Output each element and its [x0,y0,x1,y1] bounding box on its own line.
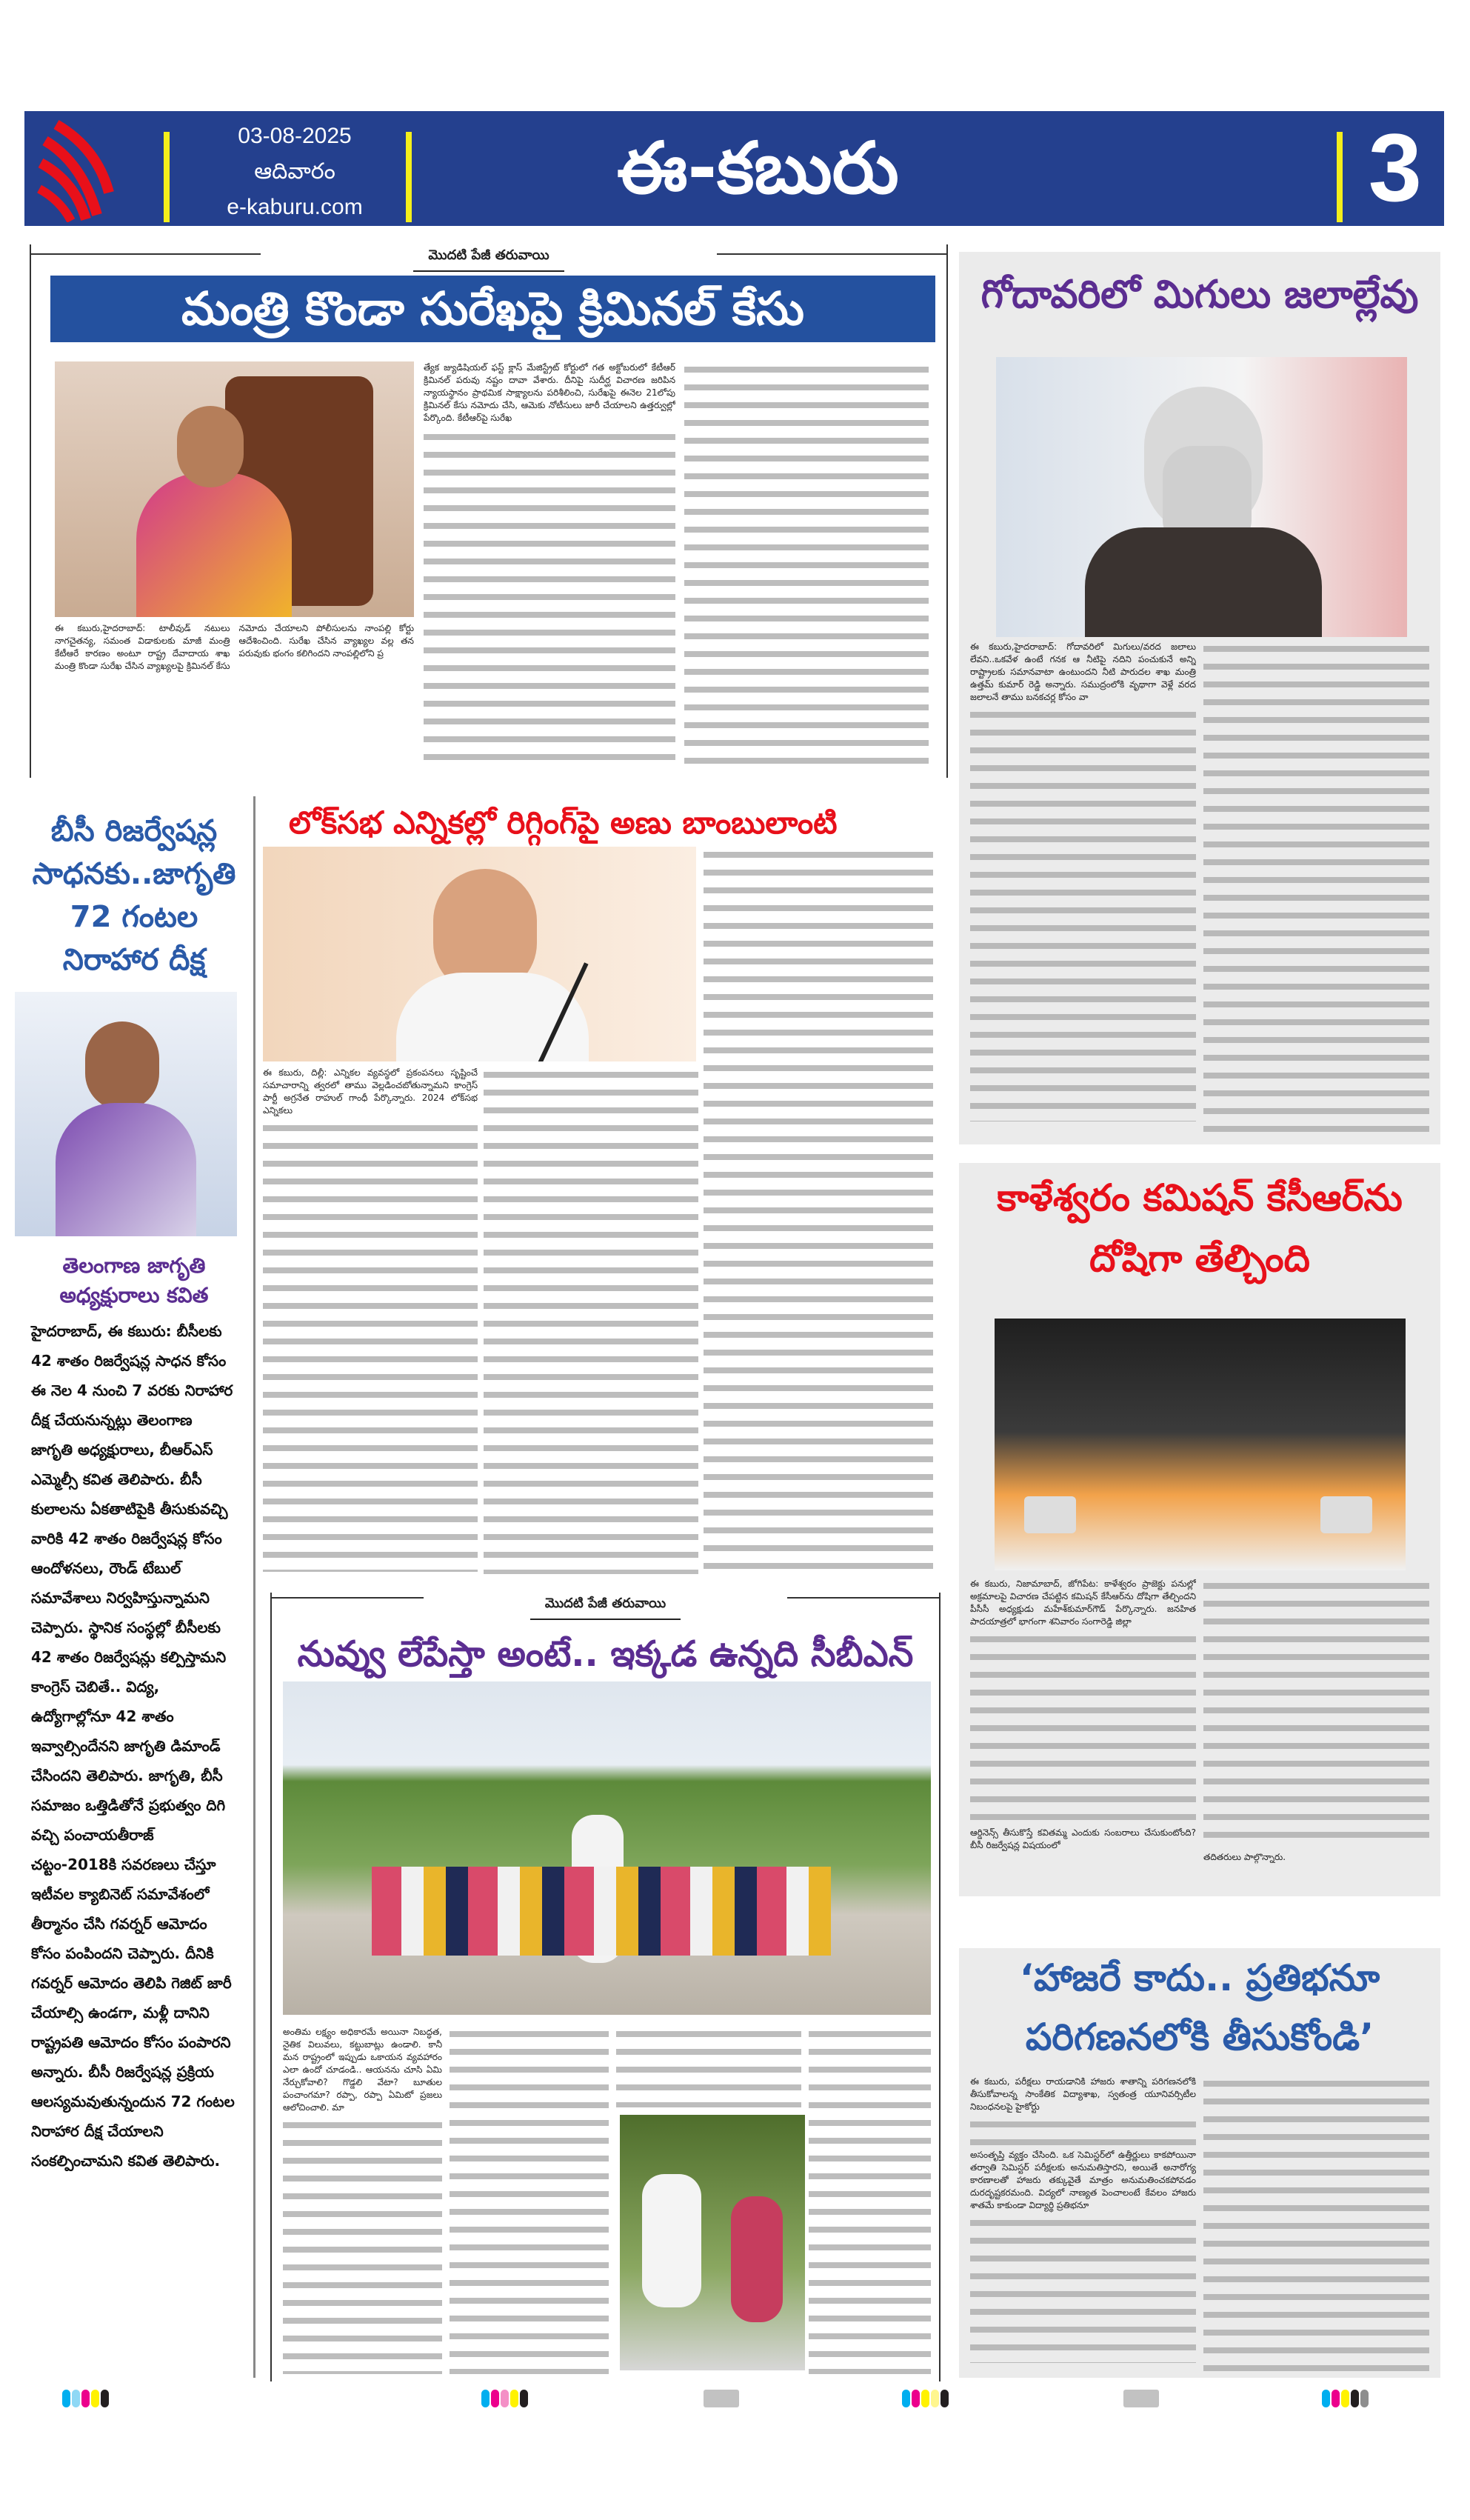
text-columns [809,2026,931,2374]
text-columns [970,707,1196,1121]
photo-rahul-gandhi [263,847,696,1061]
article-bc-reservations [15,796,255,2378]
headline: కాళేశ్వరం కమిషన్ కేసీఆర్‌ను దోషిగా తేల్చింది [997,1176,1403,1280]
photo-konda-surekha [55,361,414,617]
gray-registration-box [1123,2390,1159,2407]
page-number: 3 [1368,113,1422,221]
headline: నువ్వు లేపేస్తా అంటే.. ఇక్కడ ఉన్నది సీబీఎన్ [297,1633,914,1675]
article-tail: తదితరులు పాల్గొన్నారు. [1203,1852,1286,1862]
text-columns [424,429,675,770]
article-body: హైదరాబాద్, ఈ కబురు: బీసీలకు 42 శాతం రిజర్వేషన్ల సాధన కోసం ఈ నెల 4 నుంచి 7 వరకు నిరాహార దీక్ష చేయనున్నట్లు తెలంగాణ జాగృతి అధ్యక్షురాలు, బీఆర్ఎస్ ఎమ్మెల్సీ కవిత తెలిపారు. బీసీ కులాలను ఏకతాటిపైకి తీసుకువచ్చి వారికి 42 శాతం రిజర్వేషన్ల కోసం ఆందోళనలు, రౌండ్ టేబుల్ సమావేశాలు నిర్వహిస్తున్నామని చెప్పారు. స్థానిక సంస్థల్లో బీసీలకు 42 శాతం రిజర్వేషన్లు కల్పిస్తామని కాంగ్రెస్ చెబితే.. విద్య, ఉద్యోగాల్లోనూ 42 శాతం ఇవ్వాల్సిందేనని జాగృతి డిమాండ్ చేసిందని తెలిపారు. జాగృతి, బీసీ సమాజం ఒత్తిడితోనే ప్రభుత్వం దిగి వచ్చి పంచాయతీరాజ్ చట్టం-2018కి సవరణలు చేస్తూ ఇటీవల క్యాబినెట్ సమావేశంలో తీర్మానం చేసి గవర్నర్ ఆమోదం కోసం పంపిందని చెప్పారు. దీనికి గవర్నర్ ఆమోదం తెలిపి గెజిట్ జారీ చేయాల్సి ఉండగా, మళ్లీ దానిని రాష్ట్రపతి ఆమోదం కోసం పంపారని అన్నారు. బీసీ రిజర్వేషన్ల ప్రక్రియ ఆలస్యమవుతున్నందున 72 గంటల నిరాహార దీక్ష చేయాలని సంకల్పించామని కవిత తెలిపారు. [31,1322,235,2170]
article-cbn [270,1593,941,2381]
text-columns [1203,641,1429,1137]
article-attendance [959,1948,1440,2378]
issue-day: ఆదివారం [254,159,335,184]
photo-uttam-kumar-reddy [996,357,1407,637]
article-loksabha-rigging [259,796,948,1578]
issue-date: 03-08-2025 [238,124,352,148]
article-godavari [959,252,1440,1144]
article-body-cont: త్యేక జ్యుడిషియల్ ఫస్ట్ క్లాస్ మేజిస్ట్రేట్ కోర్టులో గత అక్టోబరులో కేటీఆర్ క్రిమినల్ పరువు నష్టం దావా వేశారు. దీనిపై సుదీర్ఘ విచారణ జరిపిన న్యాయస్థానం ప్రాథమిక సాక్ష్యాలను పరిశీలించి, సురేఖపై ఈనెల 21లోపు క్రిమినల్ కేసు నమోదు చేసి, ఆమెకు నోటీసులు జారీ చేయాలని ఉత్తర్వుల్లో పేర్కొంది. కేటీఆర్‌పై సురేఖ [424,362,675,423]
article-body: ఈ కబురు, దిల్లీ: ఎన్నికల వ్యవస్థలో ప్రకంపనలు సృష్టించే సమాచారాన్ని త్వరలో తాము వెల్లడించబోతున్నామని కాంగ్రెస్ పార్టీ అగ్రనేత రాహుల్ గాంధీ పేర్కొన్నారు. 2024 లోక్‌సభ ఎన్నికలు [263,1067,478,1116]
text-columns [283,2117,442,2374]
website-link[interactable]: e-kaburu.com [227,195,363,219]
text-columns [484,1067,698,1574]
text-columns [970,2215,1196,2363]
text-columns [970,1631,1196,1824]
masthead-date-block [187,120,402,224]
headline: మంత్రి కొండా సురేఖపై క్రిమినల్ కేసు [50,276,935,342]
article-konda-surekha [30,244,948,778]
continued-kicker: మొదటి పేజీ తరువాయి [272,1593,939,1620]
continued-kicker: మొదటి పేజీ తరువాయి [31,244,946,272]
newspaper-logo-icon [30,119,119,222]
headline: ‘హాజరే కాదు.. ప్రతిభనూ పరిగణనలోకి తీసుకోండి’ [1019,1956,1380,2059]
article-tail: ఆర్డినెన్స్ తీసుకొస్తే కవితమ్మ ఎందుకు సంబరాలు చేసుకుంటోంది? బీసీ రిజర్వేషన్ల విషయంలో [970,1827,1196,1850]
photo-cbn-with-farmers [620,2115,805,2370]
photo-caption: తెలంగాణ జాగృతి అధ్యక్షురాలు కవిత [59,1253,209,1307]
article-body: ఈ కబురు, నిజామాబాద్, జోగిపేట: కాళేశ్వరం ప్రాజెక్టు పనుల్లో అక్రమాలపై విచారణ చేపట్టిన కమిషన్ కేసీఆర్‌ను దోషిగా తేల్చిందని పీసీసీ అధ్యక్షుడు మహేశ్‌కుమార్‌గౌడ్ పేర్కొన్నారు. జనహిత పాదయాత్రలో భాగంగా శనివారం సంగారెడ్డి జిల్లా [970,1579,1196,1627]
article-body-cont: అసంతృప్తి వ్యక్తం చేసింది. ఒక సెమిస్టర్‌లో ఉత్తీర్ణులు కాకపోయినా తర్వాతి సెమిస్టర్ పరీక్షలకు అనుమతిస్తారని, అయితే అనారోగ్య కారణాలతో హాజరు తక్కువైతే మాత్రం అనుమతించకపోవడం దురదృష్టకరమంది. విద్యలో నాణ్యత పెంచాలంటే కేవలం హాజరు శాతమే కాకుండా విద్యార్థి ప్రతిభనూ [970,2150,1196,2210]
masthead [24,111,1444,226]
photo-cbn-farmers [283,1681,931,2015]
text-columns [704,847,933,1574]
headline: బీసీ రిజర్వేషన్ల సాధనకు..జాగృతి 72 గంటల నిరాహార దీక్ష [32,814,236,977]
color-registration-bars-icon [481,2390,529,2410]
article-body: అంతిమ లక్ష్యం అధికారమే అయినా నిబద్ధత, నైతిక విలువలు, కట్టుబాట్లు ఉండాలి. కానీ మన రాష్ట్రంలో ఇప్పుడు ఒకాయన వ్యవహారం ఎలా ఉందో చూడండి.. ఆయనను చూసి ఏమి నేర్చుకోవాలి? గొడ్డలి వేటా? బూతుల పంచాంగమా? రప్పా, రప్పా ఏమిటో ప్రజలు ఆలోచించాలి. మా [283,2027,442,2113]
gray-registration-box [704,2390,739,2407]
article-body: ఈ కబురు, పరీక్షలు రాయడానికి హాజరు శాతాన్ని పరిగణనలోకి తీసుకోవాలన్న సాంకేతిక విద్యాశాఖ, స్వతంత్ర యూనివర్సిటీల నిబంధనలపై హైకోర్టు [970,2076,1196,2112]
article-body: ఈ కబురు,హైదరాబాద్: గోదావరిలో మిగులు/వరద జలాలు లేవని..ఒకవేళ ఉంటే గనక ఆ నీటిపై నదిని పంచుకునే అన్ని రాష్ట్రాలకు సమానవాటా ఉంటుందని నీటి పారుదల శాఖ మంత్రి ఉత్తమ్ కుమార్ రెడ్డి అన్నారు. సముద్రంలోకి వృథాగా వెళ్లే వరద జలాలనే తాము బనకచర్ల కోసం వా [970,641,1196,702]
photo-congress-rally [995,1319,1406,1570]
photo-kavitha [15,992,237,1236]
text-columns [616,2026,801,2107]
text-columns [1203,1578,1429,1848]
article-body: ఈ కబురు,హైదరాబాద్: టాలీవుడ్ నటులు నాగచైతన్య, సమంత విడాకులకు మాజీ మంత్రి కేటీఆరే కారణం అంటూ రాష్ట్ర దేవాదాయ శాఖ మంత్రి కొండా సురేఖ చేసిన వ్యాఖ్యలపై క్రిమినల్ కేసు నమోదు చేయాలని పోలీసులను నాంపల్లి కోర్టు ఆదేశించింది. సురేఖ చేసిన వ్యాఖ్యల వల్ల తన పరువుకు భంగం కలిగిందని నాంపల్లిలోని ప్ర [55,623,414,671]
color-registration-bars-icon [62,2390,110,2410]
headline: లోక్‌సభ ఎన్నికల్లో రిగ్గింగ్‌పై అణు బాంబులాంటి [289,804,838,841]
color-registration-bars-icon [902,2390,950,2410]
newspaper-title: ఈ-కబురు [617,127,899,210]
text-columns [970,2116,1196,2146]
text-columns [450,2026,609,2374]
text-columns [263,1120,478,1572]
text-columns [1203,2076,1429,2372]
article-kaleshwaram [959,1163,1440,1896]
text-columns [684,361,929,770]
color-registration-bars-icon [1322,2390,1370,2410]
headline: గోదావరిలో మిగులు జలాల్లేవు [980,273,1419,317]
